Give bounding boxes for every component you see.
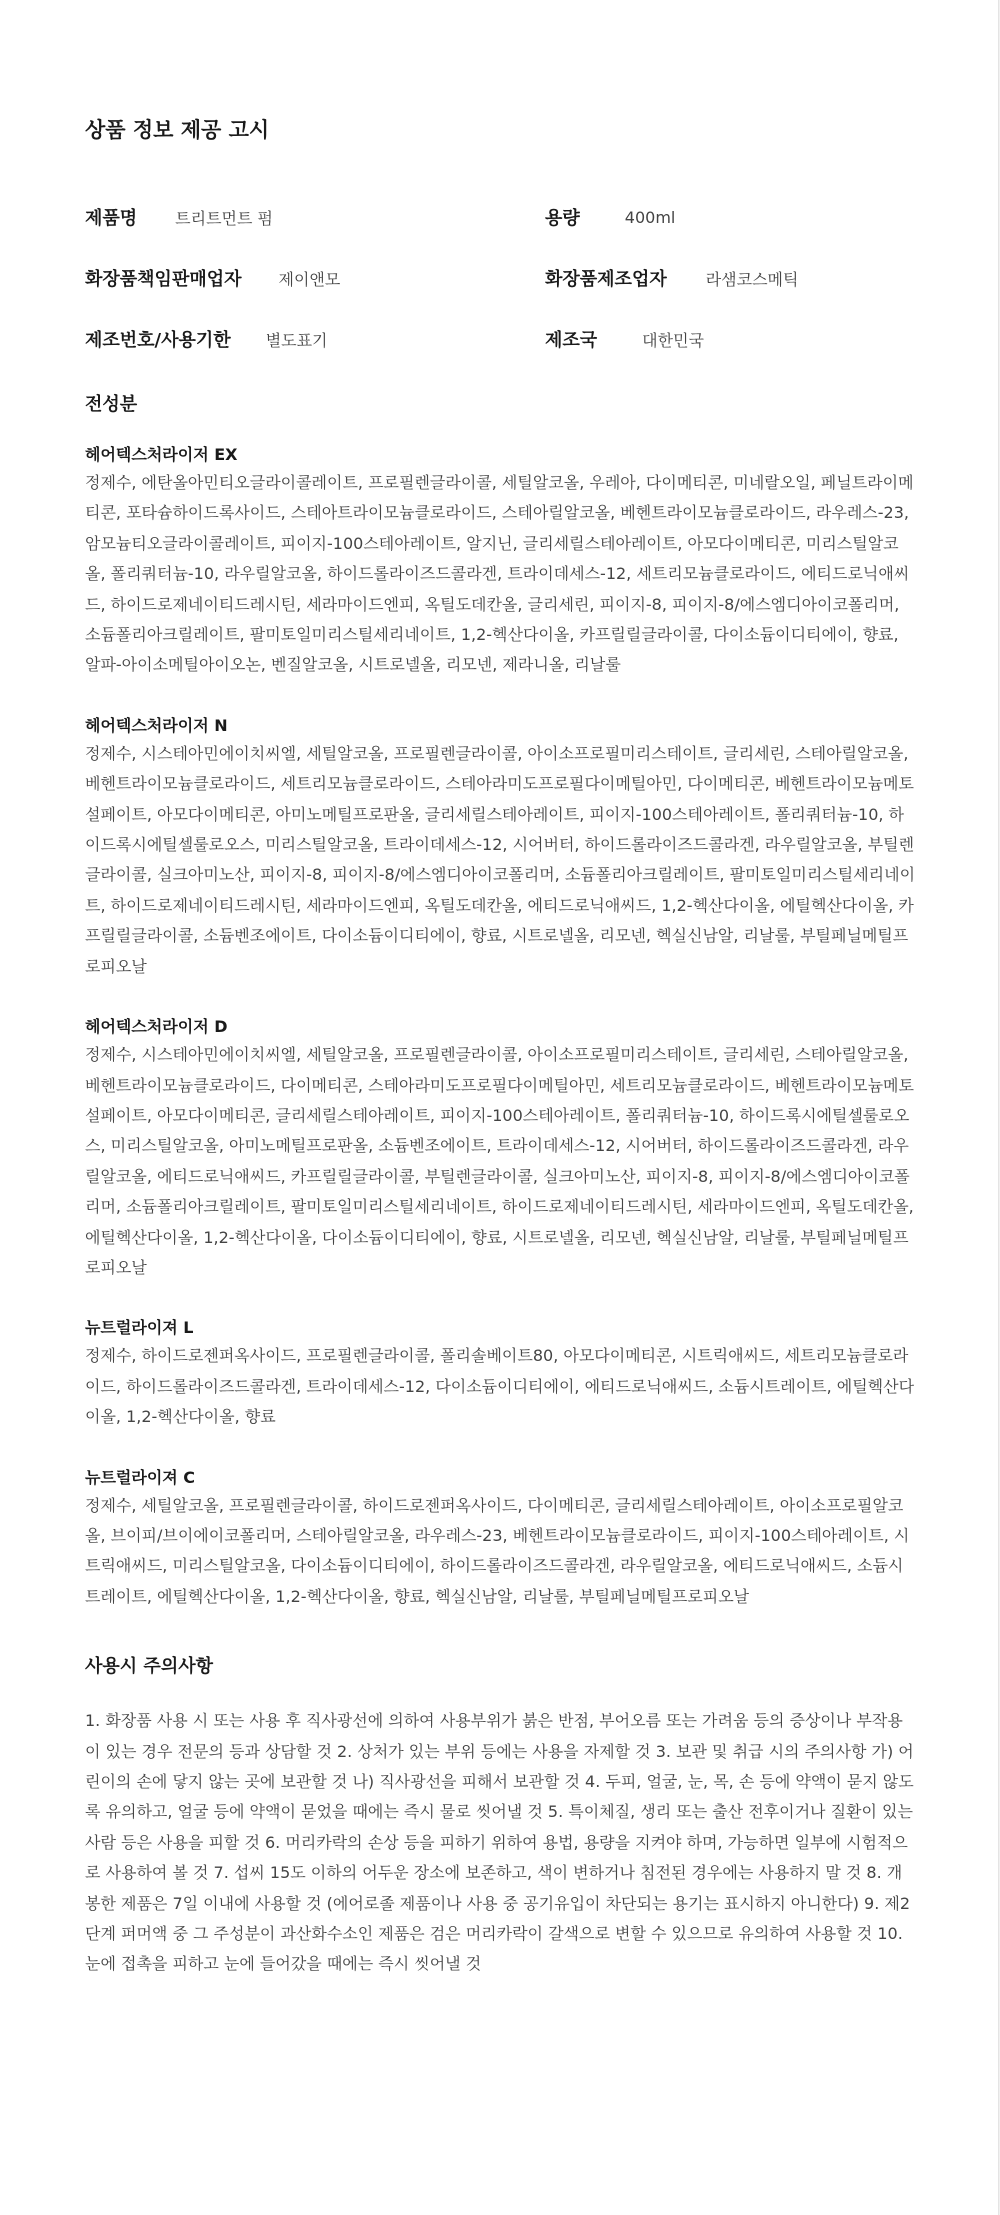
product-info-grid [85, 202, 917, 378]
info-value-country: 대한민국 [642, 330, 704, 350]
ingredient-block-texturizer-ex [85, 442, 917, 681]
info-label-lot-expiry: 제조번호/사용기한 [85, 330, 231, 351]
info-value-volume: 400ml [624, 207, 676, 227]
info-label-country: 제조국 [545, 330, 598, 351]
caution-title: 사용시 주의사항 [85, 1656, 213, 1678]
info-label-seller: 화장품책임판매업자 [85, 269, 242, 290]
info-manufacturer [545, 263, 798, 293]
caution-text: 1. 화장품 사용 시 또는 사용 후 직사광선에 의하여 사용부위가 붉은 반점, 부어오름 또는 가려움 등의 증상이나 부작용이 있는 경우 전문의 등과 상담할 것 2. 상처가 있는 부위 등에는 사용을 자제할 것 3. 보관 및 취급 시의 주의사항 가) 어린이의 손에 닿지 않는 곳에 보관할 것 나) 직사광선을 피해서 보관할 것 4. 두피, 얼굴, 눈, 목, 손 등에 약액이 묻지 않도록 유의하고, 얼굴 등에 약액이 묻었을 때에는 즉시 물로 씻어낼 것 5. 특이체질, 생리 또는 출산 전후이거나 질환이 있는 사람 등은 사용을 피할 것 6. 머리카락의 손상 등을 피하기 위하여 용법, 용량을 지켜야 하며, 가능하면 일부에 시험적으로 사용하여 볼 것 7. 섭씨 15도 이하의 어두운 장소에 보존하고, 색이 변하거나 침전된 경우에는 사용하지 말 것 8. 개봉한 제품은 7일 이내에 사용할 것 (에어로졸 제품이나 사용 중 공기유입이 차단되는 용기는 표시하지 아니한다) 9. 제2단계 퍼머액 중 그 주성분이 과산화수소인 제품은 검은 머리카락이 갈색으로 변할 수 있으므로 유의하여 사용할 것 10. 눈에 접촉을 피하고 눈에 들어갔을 때에는 즉시 씻어낼 것 [85, 1711, 914, 1974]
ingredient-product-name: 헤어텍스처라이저 N [85, 715, 228, 735]
notice-content [85, 110, 917, 1980]
info-country [545, 324, 704, 354]
ingredient-list-text: 정제수, 에탄올아민티오글라이콜레이트, 프로필렌글라이콜, 세틸알코올, 우레아, 다이메티콘, 미네랄오일, 페닐트라이메티콘, 포타슘하이드록사이드, 스테아트라이모늄클로라이드, 스테아릴알코올, 베헨트라이모늄클로라이드, 라우레스-23, 암모늄티오글라이콜레이트, 피이지-100스테아레이트, 알지닌, 글리세릴스테아레이트, 아모다이메티콘, 미리스틸알코올, 폴리쿼터늄-10, 라우릴알코올, 하이드롤라이즈드콜라겐, 트라이데세스-12, 세트리모늄클로라이드, 에티드로닉애씨드, 하이드로제네이티드레시틴, 세라마이드엔피, 옥틸도데칸올, 글리세린, 피이지-8, 피이지-8/에스엠디아이코폴리머, 소듐폴리아크릴레이트, 팔미토일미리스틸세리네이트, 1,2-헥산다이올, 카프릴릴글라이콜, 다이소듐이디티에이, 향료, 알파-아이소메틸아이오논, 벤질알코올, 시트로넬올, 리모넨, 제라니올, 리날룰 [85, 473, 914, 675]
info-label-volume: 용량 [545, 208, 580, 229]
ingredient-product-name: 뉴트럴라이져 C [85, 1467, 196, 1487]
ingredient-list-text: 정제수, 세틸알코올, 프로필렌글라이콜, 하이드로젠퍼옥사이드, 다이메티콘, 글리세릴스테아레이트, 아이소프로필알코올, 브이피/브이에이코폴리머, 스테아릴알코올, 라우레스-23, 베헨트라이모늄클로라이드, 피이지-100스테아레이트, 시트릭애씨드, 미리스틸알코올, 다이소듐이디티에이, 하이드롤라이즈드콜라겐, 라우릴알코올, 에티드로닉애씨드, 소듐시트레이트, 에틸헥산다이올, 1,2-헥산다이올, 향료, 헥실신남알, 리날룰, 부틸페닐메틸프로피오날 [85, 1495, 910, 1606]
ingredient-list-text: 정제수, 시스테아민에이치씨엘, 세틸알코올, 프로필렌글라이콜, 아이소프로필미리스테이트, 글리세린, 스테아릴알코올, 베헨트라이모늄클로라이드, 세트리모늄클로라이드, 스테아라미도프로필다이메틸아민, 다이메티콘, 베헨트라이모늄메토설페이트, 아모다이메티콘, 아미노메틸프로판올, 글리세릴스테아레이트, 피이지-100스테아레이트, 폴리쿼터늄-10, 하이드록시에틸셀룰로오스, 미리스틸알코올, 트라이데세스-12, 시어버터, 하이드롤라이즈드콜라겐, 라우릴알코올, 부틸렌글라이콜, 실크아미노산, 피이지-8, 피이지-8/에스엠디아이코폴리머, 소듐폴리아크릴레이트, 팔미토일미리스틸세리네이트, 하이드로제네이티드레시틴, 세라마이드엔피, 옥틸도데칸올, 에티드로닉애씨드, 1,2-헥산다이올, 에틸헥산다이올, 카프릴릴글라이콜, 소듐벤조에이트, 다이소듐이디티에이, 향료, 시트로넬올, 리모넨, 헥실신남알, 리날룰, 부틸페닐메틸프로피오날 [85, 743, 916, 976]
info-lot-expiry [85, 324, 328, 354]
info-volume [545, 202, 675, 232]
info-label-manufacturer: 화장품제조업자 [545, 269, 667, 290]
info-seller [85, 263, 340, 293]
ingredients-title: 전성분 [85, 394, 138, 415]
info-label-product-name: 제품명 [85, 208, 138, 229]
info-value-manufacturer: 라샘코스메틱 [705, 269, 799, 289]
info-product-name [85, 202, 273, 232]
ingredient-list-text: 정제수, 하이드로젠퍼옥사이드, 프로필렌글라이콜, 폴리솔베이트80, 아모다이메티콘, 시트릭애씨드, 세트리모늄클로라이드, 하이드롤라이즈드콜라겐, 트라이데세스-12, 다이소듐이디티에이, 에티드로닉애씨드, 소듐시트레이트, 에틸헥산다이올, 1,2-헥산다이올, 향료 [85, 1346, 915, 1427]
ingredient-block-texturizer-n [85, 713, 917, 982]
ingredient-product-name: 뉴트럴라이져 L [85, 1318, 194, 1338]
page-title: 상품 정보 제공 고시 [85, 118, 270, 142]
ingredient-list-text: 정제수, 시스테아민에이치씨엘, 세틸알코올, 프로필렌글라이콜, 아이소프로필미리스테이트, 글리세린, 스테아릴알코올, 베헨트라이모늄클로라이드, 다이메티콘, 스테아라미도프로필다이메틸아민, 세트리모늄클로라이드, 베헨트라이모늄메토설페이트, 아모다이메티콘, 글리세릴스테아레이트, 피이지-100스테아레이트, 폴리쿼터늄-10, 하이드록시에틸셀룰로오스, 미리스틸알코올, 아미노메틸프로판올, 소듐벤조에이트, 트라이데세스-12, 시어버터, 하이드롤라이즈드콜라겐, 라우릴알코올, 에티드로닉애씨드, 카프릴릴글라이콜, 부틸렌글라이콜, 실크아미노산, 피이지-8, 피이지-8/에스엠디아이코폴리머, 소듐폴리아크릴레이트, 팔미토일미리스틸세리네이트, 하이드로제네이티드레시틴, 세라마이드엔피, 옥틸도데칸올, 에틸헥산다이올, 1,2-헥산다이올, 다이소듐이디티에이, 향료, 시트로넬올, 리모넨, 헥실신남알, 리날룰, 부틸페닐메틸프로피오날 [85, 1045, 914, 1277]
info-value-lot-expiry: 별도표기 [265, 330, 328, 350]
ingredient-block-neutralizer-c [85, 1465, 917, 1613]
ingredient-block-neutralizer-l [85, 1315, 917, 1432]
ingredient-product-name: 헤어텍스처라이저 EX [85, 445, 238, 464]
ingredient-product-name: 헤어텍스처라이저 D [85, 1017, 228, 1037]
ingredient-block-texturizer-d [85, 1014, 917, 1283]
info-value-product-name: 트리트먼트 펌 [175, 208, 273, 228]
info-value-seller: 제이앤모 [278, 269, 341, 289]
